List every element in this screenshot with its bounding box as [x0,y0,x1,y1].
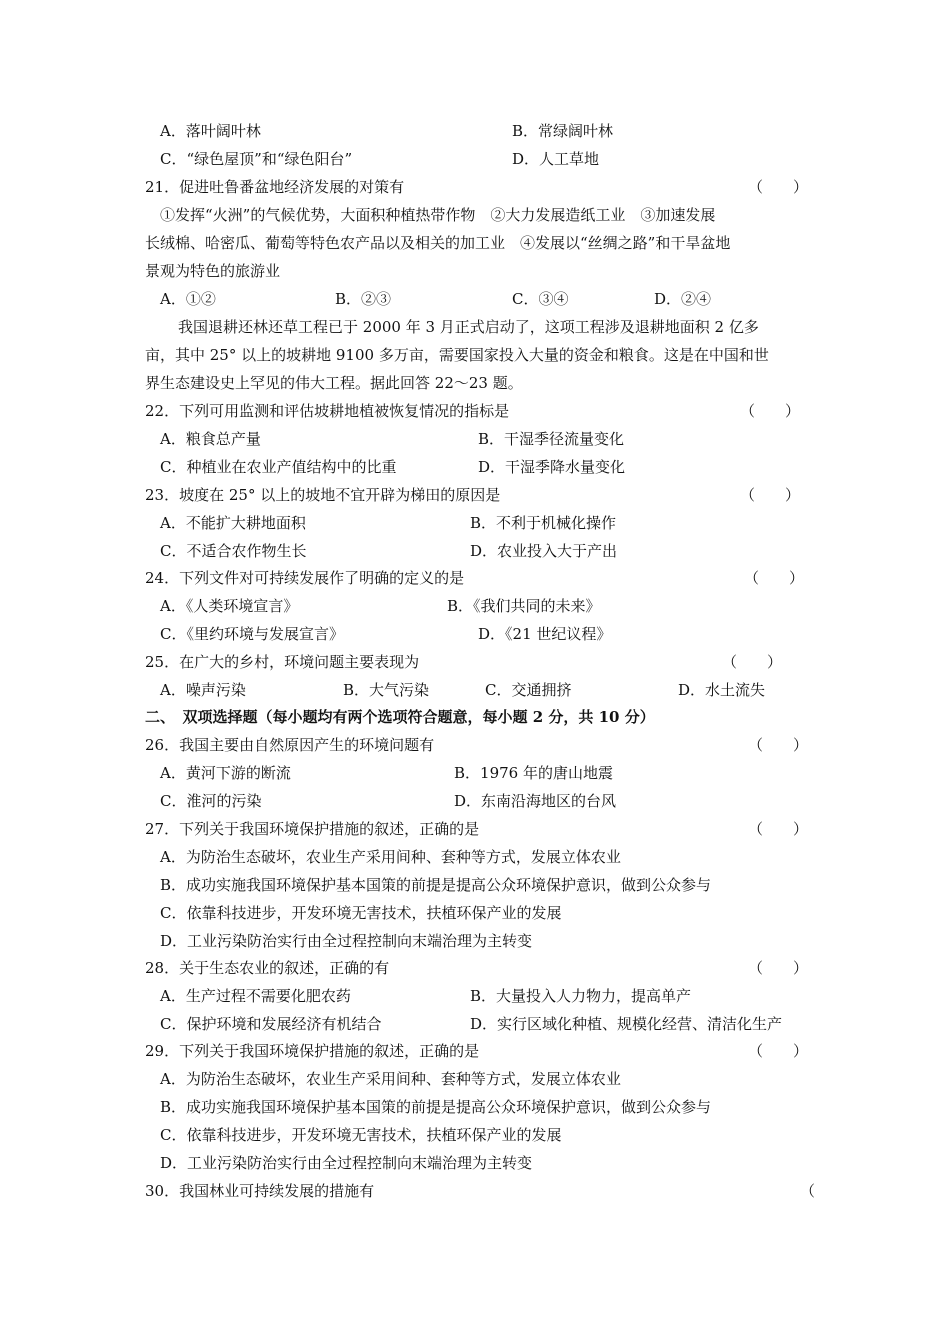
passage-line: 亩，其中 25° 以上的坡耕地 9100 多万亩，需要国家投入大量的资金和粮食。这是在中国和世 [145,346,769,364]
q24-option-c: C．《里约环境与发展宣言》 [160,625,344,643]
q21-option-b: B．②③ [335,290,392,308]
q20-option-b: B．常绿阔叶林 [512,122,614,140]
q21-answer-bracket: （ ） [748,178,809,196]
q21-statement-line: ①发挥“火洲”的气候优势，大面积种植热带作物 ②大力发展造纸工业 ③加速发展 [160,206,716,224]
section-two-heading: 二、 双项选择题（每小题均有两个选项符合题意，每小题 2 分，共 10 分） [145,708,655,726]
q29-option-a: A．为防治生态破坏，农业生产采用间种、套种等方式，发展立体农业 [160,1070,621,1088]
q23-option-c: C．不适合农作物生长 [160,542,307,560]
q28-stem: 28．关于生态农业的叙述，正确的有 [145,959,390,977]
passage-line: 我国退耕还林还草工程已于 2000 年 3 月正式启动了，这项工程涉及退耕地面积 2 亿多 [178,318,759,336]
q22-stem: 22．下列可用监测和评估坡耕地植被恢复情况的指标是 [145,402,510,420]
q28-answer-bracket: （ ） [748,959,809,977]
q27-option-b: B．成功实施我国环境保护基本国策的前提是提高公众环境保护意识，做到公众参与 [160,876,712,894]
q30-answer-bracket: （ [800,1182,816,1200]
q22-option-b: B．干湿季径流量变化 [478,430,625,448]
q21-option-c: C．③④ [512,290,569,308]
q25-answer-bracket: （ ） [722,653,783,671]
q23-answer-bracket: （ ） [740,486,801,504]
q20-option-d: D．人工草地 [512,150,600,168]
q26-option-c: C．淮河的污染 [160,792,262,810]
q29-stem: 29．下列关于我国环境保护措施的叙述，正确的是 [145,1042,480,1060]
q23-stem: 23．坡度在 25° 以上的坡地不宜开辟为梯田的原因是 [145,486,501,504]
q29-option-b: B．成功实施我国环境保护基本国策的前提是提高公众环境保护意识，做到公众参与 [160,1098,712,1116]
q27-answer-bracket: （ ） [748,820,809,838]
q21-option-d: D．②④ [654,290,712,308]
q28-option-b: B．大量投入人力物力，提高单产 [470,987,692,1005]
q22-option-a: A．粮食总产量 [160,430,261,448]
q27-option-d: D．工业污染防治实行由全过程控制向末端治理为主转变 [160,932,533,950]
q20-option-a: A．落叶阔叶林 [160,122,261,140]
q27-stem: 27．下列关于我国环境保护措施的叙述，正确的是 [145,820,480,838]
q30-stem: 30．我国林业可持续发展的措施有 [145,1182,375,1200]
q28-option-c: C．保护环境和发展经济有机结合 [160,1015,382,1033]
q28-option-d: D．实行区域化种植、规模化经营、清洁化生产 [470,1015,783,1033]
q26-option-a: A．黄河下游的断流 [160,764,291,782]
q22-option-c: C．种植业在农业产值结构中的比重 [160,458,397,476]
q27-option-c: C．依靠科技进步，开发环境无害技术，扶植环保产业的发展 [160,904,562,922]
q29-option-d: D．工业污染防治实行由全过程控制向末端治理为主转变 [160,1154,533,1172]
q21-option-a: A．①② [160,290,216,308]
q26-stem: 26．我国主要由自然原因产生的环境问题有 [145,736,435,754]
q25-stem: 25．在广大的乡村，环境问题主要表现为 [145,653,420,671]
q24-stem: 24．下列文件对可持续发展作了明确的定义的是 [145,569,465,587]
q29-answer-bracket: （ ） [748,1042,809,1060]
q24-option-a: A．《人类环境宣言》 [160,597,299,615]
q25-option-a: A．噪声污染 [160,681,246,699]
q26-option-d: D．东南沿海地区的台风 [454,792,617,810]
q29-option-c: C．依靠科技进步，开发环境无害技术，扶植环保产业的发展 [160,1126,562,1144]
q26-option-b: B．1976 年的唐山地震 [454,764,613,782]
q25-option-b: B．大气污染 [343,681,430,699]
q23-option-b: B．不利于机械化操作 [470,514,617,532]
passage-line: 界生态建设史上罕见的伟大工程。据此回答 22～23 题。 [145,374,523,392]
q27-option-a: A．为防治生态破坏，农业生产采用间种、套种等方式，发展立体农业 [160,848,621,866]
q21-statement-line: 景观为特色的旅游业 [145,262,281,280]
q21-stem: 21．促进吐鲁番盆地经济发展的对策有 [145,178,405,196]
q24-option-b: B．《我们共同的未来》 [447,597,601,615]
q23-option-a: A．不能扩大耕地面积 [160,514,306,532]
q22-option-d: D．干湿季降水量变化 [478,458,626,476]
q28-option-a: A．生产过程不需要化肥农药 [160,987,351,1005]
q20-option-c: C．“绿色屋顶”和“绿色阳台” [160,150,353,168]
q24-answer-bracket: （ ） [744,569,805,587]
q21-statement-line: 长绒棉、哈密瓜、葡萄等特色农产品以及相关的加工业 ④发展以“丝绸之路”和干旱盆地 [145,234,731,252]
q25-option-d: D．水土流失 [678,681,766,699]
q26-answer-bracket: （ ） [748,736,809,754]
q23-option-d: D．农业投入大于产出 [470,542,618,560]
q25-option-c: C．交通拥挤 [485,681,572,699]
q22-answer-bracket: （ ） [740,402,801,420]
q24-option-d: D．《21 世纪议程》 [478,625,612,643]
